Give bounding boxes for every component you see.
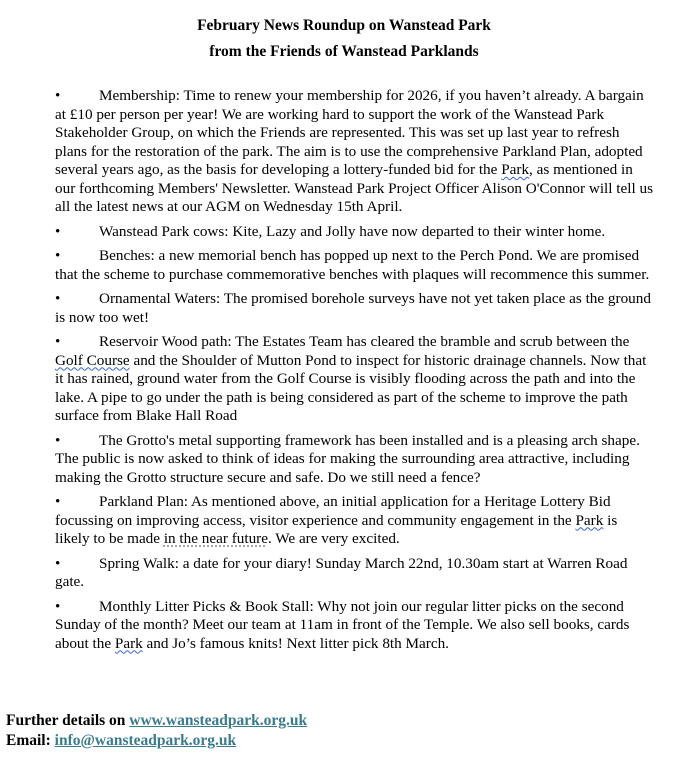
bullet-icon: • <box>55 222 61 240</box>
bullet-icon: • <box>55 87 61 104</box>
bullet-icon: • <box>55 597 61 615</box>
park-word: Park <box>501 161 530 178</box>
news-item-parkland-plan <box>55 493 655 549</box>
email-label: Email: <box>6 732 55 749</box>
bullet-icon: • <box>55 247 61 264</box>
item-text: Wanstead Park cows: Kite, Lazy and Jolly have now departed to their winter home. <box>99 222 606 240</box>
page-subtitle: from the Friends of Wanstead Parklands <box>209 43 479 60</box>
news-item-reservoir-wood <box>55 333 655 426</box>
item-text: Spring Walk: a date for your diary! Sunday March 22nd, 10.30am start at Warren Road gate. <box>55 554 628 590</box>
bullet-icon: • <box>55 554 61 572</box>
footer-details <box>6 711 307 731</box>
bullet-icon: • <box>55 493 61 510</box>
news-item-grotto <box>55 432 655 488</box>
news-item-litter-picks <box>55 598 655 654</box>
item-text: and Jo’s famous knits! Next litter pick 8th March. <box>142 634 449 652</box>
footer-email <box>6 731 236 751</box>
news-item-cows <box>55 223 655 242</box>
page-title: February News Roundup on Wanstead Park <box>197 17 491 34</box>
item-text: The Grotto's metal supporting framework has been installed and is a pleasing arch shape. The public is now asked to think of ideas for making the surrounding area attractive, including making the Grotto structure secure and safe. Do we still need a fence? <box>55 431 640 486</box>
bullet-icon: • <box>55 431 61 449</box>
bullet-icon: • <box>55 333 61 350</box>
golf-course-words: Golf Course <box>55 351 130 369</box>
bullet-icon: • <box>55 290 61 307</box>
item-text: is likely to be made <box>55 511 618 547</box>
news-item-spring-walk <box>55 555 655 592</box>
news-item-benches <box>55 247 655 284</box>
item-text: Membership: Time to renew your membership for 2026, if you haven’t already. A bargain at £10 per person per year! We are working hard to support the work of the Wanstead Park Stakeholder Group, on which the Friends are represented. This was set up last year to refresh plans for the restoration of the park. The aim is to use the comprehensive Parkland Plan, adopted several years ago, as the basis for developing a lottery-funded bid for the <box>55 87 644 178</box>
item-text: , as mentioned in our forthcoming Members' Newsletter. Wanstead Park Project Officer Alison O'Connor will tell us all the latest news at our AGM on Wednesday 15th April. <box>55 161 653 215</box>
news-list <box>55 87 655 659</box>
details-label: Further details on <box>6 712 130 729</box>
news-item-ornamental-waters <box>55 290 655 327</box>
item-text: Benches: a new memorial bench has popped up next to the Perch Pond. We are promised that the scheme to purchase commemorative benches with plaques will recommence this summer. <box>55 247 650 283</box>
park-word: Park <box>575 511 604 529</box>
park-word: Park <box>114 634 143 652</box>
grammar-flag-phrase: in the near future <box>163 530 268 547</box>
news-item-membership <box>55 87 655 217</box>
item-text: . We are very excited. <box>267 530 400 547</box>
item-text: Reservoir Wood path: The Estates Team has cleared the bramble and scrub between the <box>99 333 630 350</box>
item-text: Ornamental Waters: The promised borehole surveys have not yet taken place as the ground is now too wet! <box>55 290 651 326</box>
email-link[interactable]: info@wansteadpark.org.uk <box>54 732 237 749</box>
item-text: and the Shoulder of Mutton Pond to inspect for historic drainage channels. Now that it has rained, ground water from the Golf Course is visibly flooding across the path and into the lake. A pipe to go under the path is being considered as part of the scheme to improve the path surface from Blake Hall Road <box>55 351 647 424</box>
website-link[interactable]: www.wansteadpark.org.uk <box>129 712 308 729</box>
item-text: Parkland Plan: As mentioned above, an initial application for a Heritage Lottery Bid focussing on improving access, visitor experience and community engagement in the <box>55 493 611 529</box>
item-text: Monthly Litter Picks & Book Stall: Why not join our regular litter picks on the second Sunday of the month? Meet our team at 11am in front of the Temple. We also sell books, cards about the <box>55 597 630 652</box>
